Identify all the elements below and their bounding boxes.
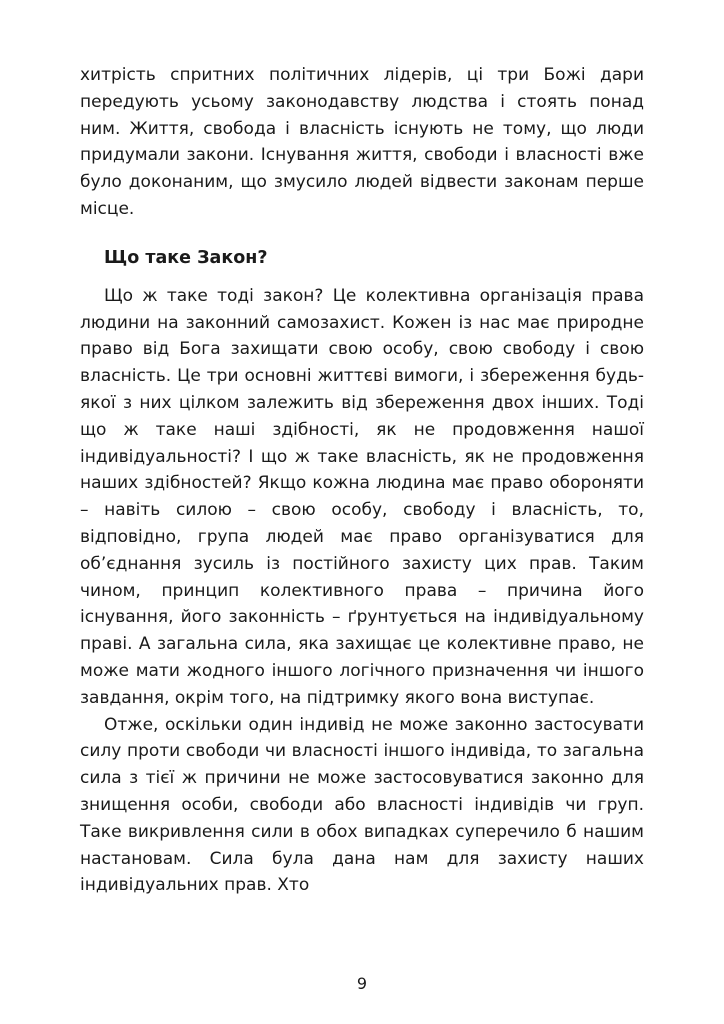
page-content (80, 62, 644, 899)
paragraph-force-limits: Отже, оскільки один індивід не може законно застосувати силу проти свободи чи власності іншого індивіда, то загальна сила з тієї ж причини не може застосовуватися законно для знищення особи, свободи або власності індивідів чи груп. Таке викривлення сили в обох випадках суперечило б нашим настановам. Сила була дана нам для захисту наших індивідуальних прав. Хто (80, 714, 644, 896)
paragraph-continuation: хитрість спритних політичних лідерів, ці три Божі дари передують усьому законодавству людства і стоять понад ним. Життя, свобода і власність існують не тому, що люди придумали закони. Існування життя, свободи і власності вже було доконаним, що змусило людей відвести законам перше місце. (80, 65, 644, 219)
page-number: 9 (356, 974, 368, 993)
paragraph-law-definition: Що ж таке тоді закон? Це колективна організація права людини на законний самозахист. Кожен із нас має природне право від Бога захищати свою особу, свою свободу і свою власність. Це три основні життєві вимоги, і збереження будь-якої з них цілком залежить від збереження двох інших. Тоді що ж таке наші здібності, як не продовження нашої індивідуальності? І що ж таке власність, як не продовження наших здібностей? Якщо кожна людина має право обороняти – навіть силою – свою особу, свободу і власність, то, відповідно, група людей має право організуватися для об’єднання зусиль із постійного захисту цих прав. Таким чином, принцип колективного права – причина його існування, його законність – ґрунтується на індивідуальному праві. А загальна сила, яка захищає це колективне право, не може мати жодного іншого логічного призначення чи іншого завдання, окрім того, на підтримку якого вона виступає. (80, 285, 644, 708)
section-heading: Що таке Закон? (104, 247, 268, 268)
